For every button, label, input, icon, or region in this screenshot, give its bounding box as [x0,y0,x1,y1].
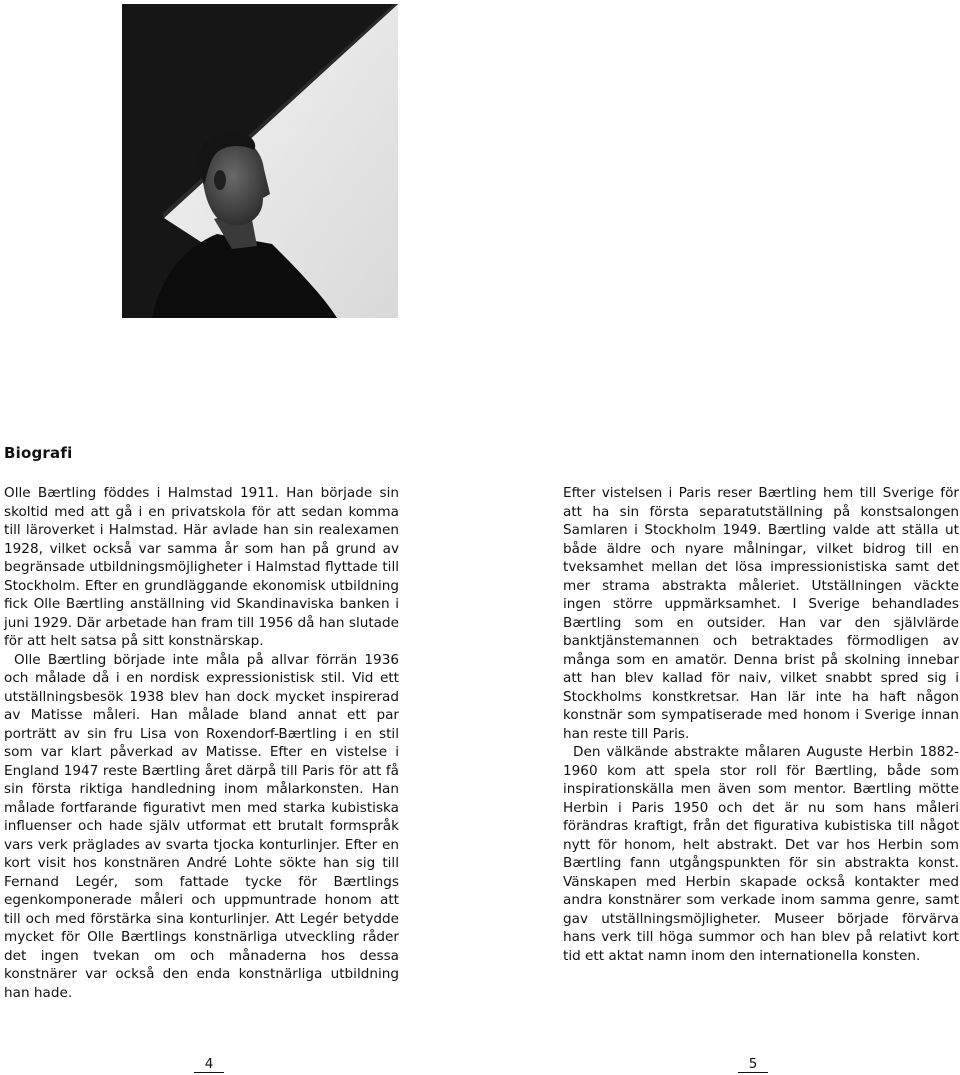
portrait-photo [122,4,398,318]
paragraph: Olle Bærtling började inte måla på allvar förrän 1936 och målade då i en nordisk expressionistisk stil. Vid ett utställningsbesök 1938 blev han dock mycket inspirerad av Matisse måleri. Han målade bland annat ett par porträtt av sin fru Lisa von Roxendorf-Bærtling i en stil som var klart påverkad av Matisse. Efter en vistelse i England 1947 reste Bærtling året därpå till Paris för att få sin första riktiga handledning inom målarkonsten. Han målade fortfarande figurativt men med starka kubistiska influenser och hade själv utformat ett brutalt formspråk vars verk präglades av svarta tjocka konturlinjer. Efter en kort visit hos konstnären André Lohte sökte han sig till Fernand Legér, som fattade tycke för Bærtlings egenkomponerade måleri och uppmuntrade honom att till och med förstärka sina konturlinjer. Att Legér betydde mycket för Olle Bærtlings konstnärliga utveckling råder det ingen tvekan om och månaderna hos dessa konstnärer var också den enda konstnärliga utbildning han hade. [4,651,399,1001]
portrait-illustration [122,4,398,318]
right-text-column [563,484,959,965]
paragraph: Den välkände abstrakte målaren Auguste Herbin 1882-1960 kom att spela stor roll för Bærtling, både som inspirationskälla men även som mentor. Bærtling mötte Herbin i Paris 1950 och det är nu som hans måleri förändras kraftigt, från det figurativa kubistiska till något nytt för honom, helt abstrakt. Det var hos Herbin som Bærtling fann utgångspunkten för sin abstrakta konst. Vänskapen med Herbin skapade också kontakter med andra konstnärer som verkade inom samma genre, samt gav utställningsmöjligheter. Museer började förvärva hans verk till höga summor och han blev på relativt kort tid ett aktat namn inom den internationella konsten. [563,744,959,964]
paragraph: Efter vistelsen i Paris reser Bærtling hem till Sverige för att ha sin första separatutställning på konstsalongen Samlaren i Stockholm 1949. Bærtling valde att ställa ut både äldre och nyare målningar, vilket bidrog till en tveksamhet mellan det lösa impressionistiska samt det mer strama abstrakta måleriet. Utställningen väckte ingen större uppmärksamhet. I Sverige behandlades Bærtling som en outsider. Han var den självlärde banktjänstemannen och betraktades förmodligen av många som en amatör. Denna brist på skolning innebar att han blev kallad för naiv, vilket snabbt spred sig i Stockholms konstkretsar. Han lär inte ha haft någon konstnär som sympatiserade med honom i Sverige innan han reste till Paris. [563,485,959,742]
page-number-left: 4 [194,1057,224,1073]
page-number-right: 5 [738,1057,768,1073]
left-text-column [4,484,399,1002]
section-heading: Biografi [4,444,73,462]
paragraph: Olle Bærtling föddes i Halmstad 1911. Han började sin skoltid med att gå i en privatskola för att sedan komma till läroverket i Halmstad. Här avlade han sin realexamen 1928, vilket också var samma år som han på grund av begränsade utbildningsmöjligheter i Halmstad flyttade till Stockholm. Efter en grundläggande ekonomisk utbildning fick Olle Bærtling anställning vid Skandinaviska banken i juni 1929. Där arbetade han fram till 1956 då han slutade för att helt satsa på sitt konstnärskap. [4,485,399,649]
